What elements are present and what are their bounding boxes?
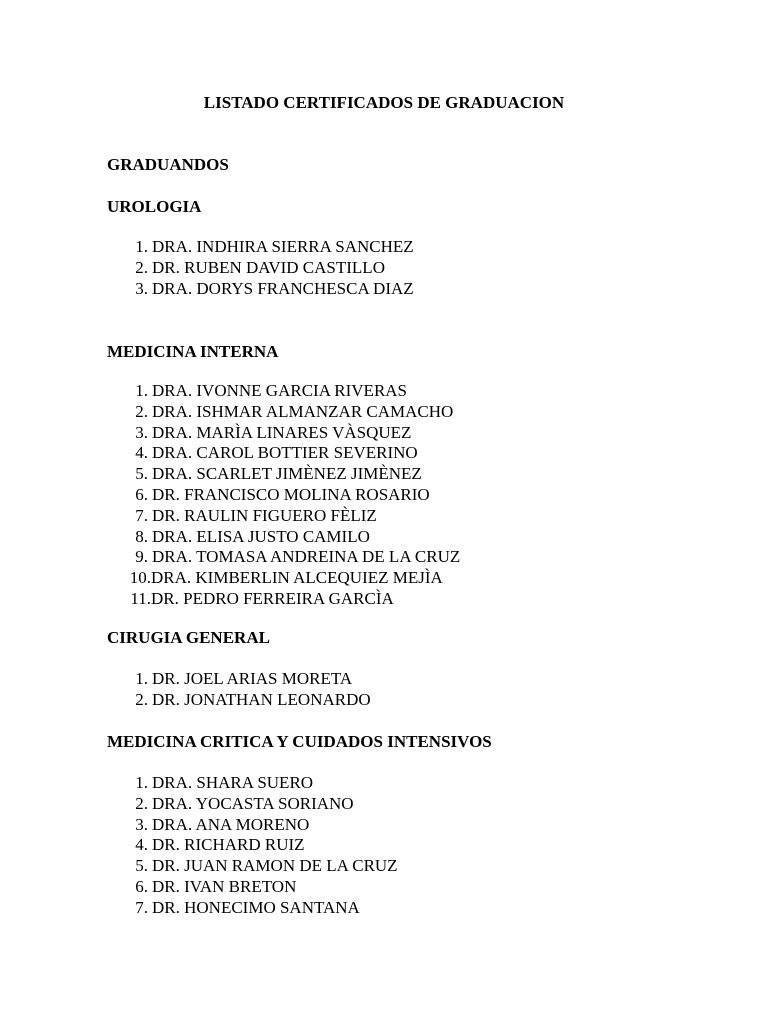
list-number: 7. <box>135 897 148 917</box>
graduate-name: DRA. YOCASTA SORIANO <box>152 793 354 813</box>
graduate-name: DRA. SCARLET JIMÈNEZ JIMÈNEZ <box>152 464 422 484</box>
graduate-name: DR. JOEL ARIAS MORETA <box>152 669 353 688</box>
list-number: 1. <box>135 773 148 792</box>
document-title: LISTADO CERTIFICADOS DE GRADUACION <box>203 93 565 112</box>
graduate-name: DR. IVAN BRETON <box>152 876 297 896</box>
graduate-name: DRA. CAROL BOTTIER SEVERINO <box>152 443 418 463</box>
list-number: 3. <box>135 422 148 442</box>
graduate-name: DRA. ELISA JUSTO CAMILO <box>152 526 370 546</box>
subtitle-graduandos: GRADUANDOS <box>107 155 229 174</box>
list-number: 6. <box>135 484 148 504</box>
graduate-name: DR. RICHARD RUIZ <box>152 835 305 855</box>
list-number: 4. <box>135 835 148 855</box>
list-number: 6. <box>135 876 148 896</box>
list-number: 2. <box>135 401 148 421</box>
section-heading-cirugia-general: CIRUGIA GENERAL <box>107 628 270 647</box>
list-number: 1. <box>135 381 148 400</box>
list-number: 1. <box>135 669 148 688</box>
list-number: 2. <box>135 257 148 277</box>
graduate-name: DRA. IVONNE GARCIA RIVERAS <box>152 381 408 400</box>
graduate-name: DRA. ISHMAR ALMANZAR CAMACHO <box>152 401 454 421</box>
list-number: 7. <box>135 505 148 525</box>
list-number: 2. <box>135 793 148 813</box>
graduate-name: DR. JONATHAN LEONARDO <box>152 689 371 709</box>
list-number: 10. <box>129 568 151 588</box>
section-heading-medicina-interna: MEDICINA INTERNA <box>107 342 279 361</box>
graduate-name: DR. RUBEN DAVID CASTILLO <box>152 257 385 277</box>
list-number: 8. <box>135 526 148 546</box>
section-heading-urologia: UROLOGIA <box>107 197 202 216</box>
graduate-name: DRA. INDHIRA SIERRA SANCHEZ <box>152 237 414 256</box>
list-number: 9. <box>135 547 148 567</box>
graduate-name: DRA. MARÌA LINARES VÀSQUEZ <box>152 422 412 442</box>
graduate-name: DR. JUAN RAMON DE LA CRUZ <box>152 856 398 876</box>
list-number: 5. <box>135 464 148 484</box>
graduate-name: DR. FRANCISCO MOLINA ROSARIO <box>152 484 430 504</box>
list-number: 5. <box>135 856 148 876</box>
graduate-name: DR. PEDRO FERREIRA GARCÌA <box>151 588 394 608</box>
list-number: 11. <box>130 588 151 608</box>
list-number: 1. <box>135 237 148 256</box>
list-number: 4. <box>135 443 148 463</box>
graduate-name: DRA. ANA MORENO <box>152 814 310 834</box>
graduate-name: DRA. DORYS FRANCHESCA DIAZ <box>152 278 414 298</box>
list-number: 3. <box>135 814 148 834</box>
graduate-name: DR. HONECIMO SANTANA <box>152 897 360 917</box>
graduate-name: DRA. KIMBERLIN ALCEQUIEZ MEJÌA <box>151 568 443 588</box>
graduate-name: DRA. SHARA SUERO <box>152 773 314 792</box>
list-number: 3. <box>135 278 148 298</box>
section-heading-medicina-critica: MEDICINA CRITICA Y CUIDADOS INTENSIVOS <box>107 732 492 751</box>
list-number: 2. <box>135 689 148 709</box>
graduate-name: DRA. TOMASA ANDREINA DE LA CRUZ <box>152 547 461 567</box>
graduate-name: DR. RAULIN FIGUERO FÈLIZ <box>152 505 377 525</box>
